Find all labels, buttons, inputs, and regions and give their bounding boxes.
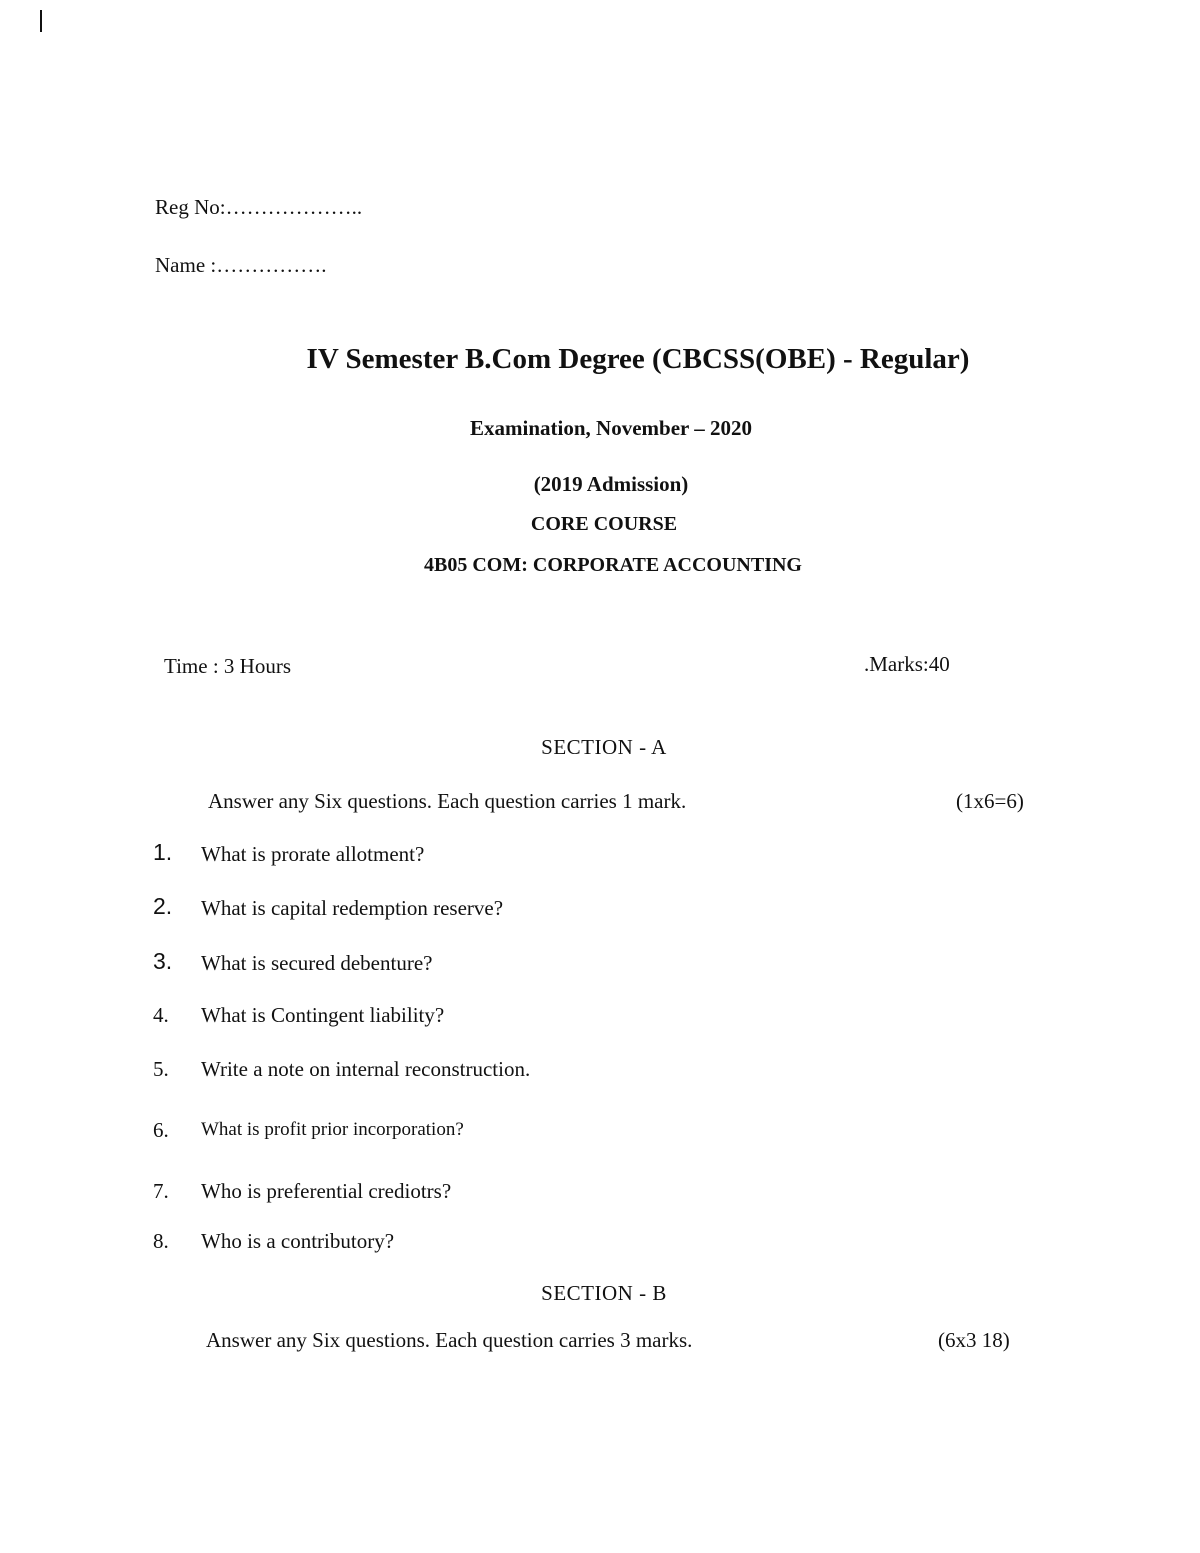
question-number: 8. [153, 1229, 169, 1253]
exam-session: Examination, November – 2020 [470, 416, 752, 440]
name-field: Name :……………. [155, 253, 327, 277]
max-marks: .Marks:40 [864, 652, 950, 676]
question-text: What is capital redemption reserve? [201, 896, 504, 920]
admission-year: (2019 Admission) [533, 472, 689, 496]
question-text: Who is a contributory? [201, 1229, 395, 1253]
exam-title: IV Semester B.Com Degree (CBCSS(OBE) - Regular) [306, 343, 970, 375]
page-edge-mark [40, 10, 42, 32]
question-text: What is Contingent liability? [201, 1003, 445, 1027]
section-b-heading: SECTION - B [541, 1281, 667, 1305]
question-number: 3. [153, 948, 173, 974]
question-text: Who is preferential crediotrs? [201, 1179, 452, 1203]
section-b-marks: (6x3 18) [938, 1328, 1010, 1352]
question-number: 5. [153, 1057, 169, 1081]
question-text: What is profit prior incorporation? [201, 1119, 464, 1140]
time-allowed: Time : 3 Hours [164, 654, 291, 678]
section-a-instruction: Answer any Six questions. Each question carries 1 mark. [208, 789, 687, 813]
section-a-marks: (1x6=6) [956, 789, 1024, 813]
question-text: Write a note on internal reconstruction. [201, 1057, 531, 1081]
reg-no-field: Reg No:……………….. [155, 195, 363, 219]
question-number: 7. [153, 1179, 169, 1203]
question-number: 2. [153, 893, 173, 919]
question-number: 1. [153, 839, 173, 865]
course-type: CORE COURSE [530, 513, 678, 535]
question-number: 4. [153, 1003, 169, 1027]
section-a-heading: SECTION - A [541, 735, 667, 759]
course-name: 4B05 COM: CORPORATE ACCOUNTING [424, 554, 802, 576]
section-b-instruction: Answer any Six questions. Each question carries 3 marks. [206, 1328, 693, 1352]
question-text: What is secured debenture? [201, 951, 433, 975]
question-number: 6. [153, 1118, 169, 1142]
question-text: What is prorate allotment? [201, 842, 425, 866]
